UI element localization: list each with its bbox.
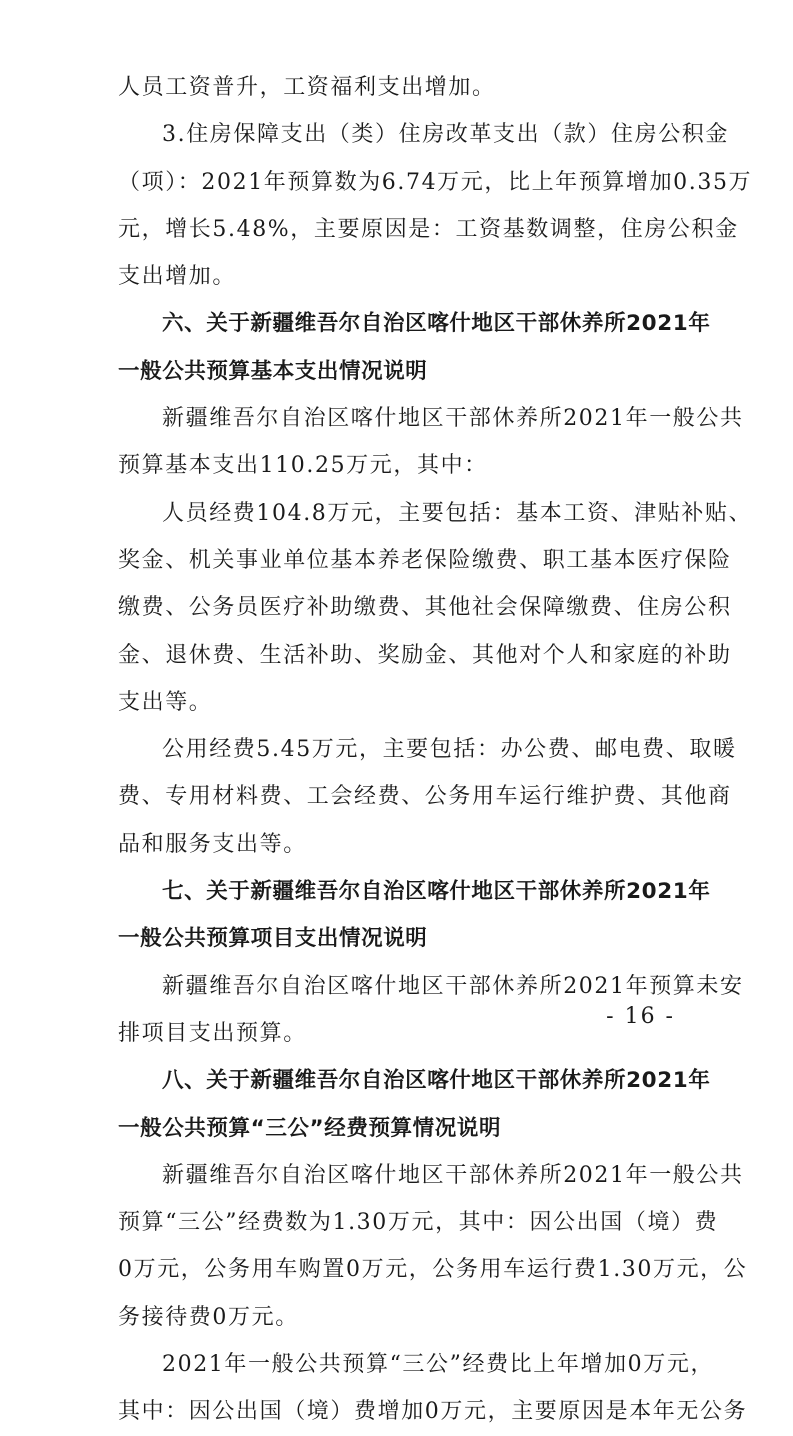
body-text-line: 其中：因公出国（境）费增加0万元，主要原因是本年无公务 [118,1399,748,1425]
document-page [118,64,753,1436]
section-heading-line: 一般公共预算基本支出情况说明 [118,358,428,384]
body-text-line: 3.住房保障支出（类）住房改革支出（款）住房公积金 [162,122,729,148]
section-heading-line: 八、关于新疆维吾尔自治区喀什地区干部休养所2021年 [162,1068,711,1094]
section-heading-line: 一般公共预算“三公”经费预算情况说明 [118,1115,502,1141]
body-text-line: 预算基本支出110.25万元，其中： [118,453,488,479]
body-text-line: 品和服务支出等。 [118,831,307,857]
body-text-line: 预算“三公”经费数为1.30万元，其中：因公出国（境）费 [118,1210,719,1236]
body-text-line: 公用经费5.45万元，主要包括：办公费、邮电费、取暖 [162,737,737,763]
body-text-line: 新疆维吾尔自治区喀什地区干部休养所2021年一般公共 [162,406,744,432]
page-number: - 16 - [606,1004,675,1029]
body-text-line: 缴费、公务员医疗补助缴费、其他社会保障缴费、住房公积 [118,595,732,621]
body-text-line: 0万元，公务用车购置0万元，公务用车运行费1.30万元，公 [118,1257,748,1283]
body-text-line: 新疆维吾尔自治区喀什地区干部休养所2021年预算未安 [162,973,744,999]
body-text-line: 人员工资普升，工资福利支出增加。 [118,75,496,100]
body-text-line: 新疆维吾尔自治区喀什地区干部休养所2021年一般公共 [162,1162,744,1188]
body-text-line: 费、专用材料费、工会经费、公务用车运行维护费、其他商 [118,784,732,810]
body-text-line: 人员经费104.8万元，主要包括：基本工资、津贴补贴、 [162,500,753,526]
body-text-line: 金、退休费、生活补助、奖励金、其他对个人和家庭的补助 [118,642,732,668]
body-text-line: （项）：2021年预算数为6.74万元，比上年预算增加0.35万 [118,169,753,195]
body-text-line: 排项目支出预算。 [118,1020,307,1046]
section-heading-line: 七、关于新疆维吾尔自治区喀什地区干部休养所2021年 [162,879,711,905]
body-text-line: 支出等。 [118,689,213,715]
body-text-line: 2021年一般公共预算“三公”经费比上年增加0万元， [162,1352,715,1378]
body-text-line: 奖金、机关事业单位基本养老保险缴费、职工基本医疗保险 [118,547,732,573]
body-text-line: 务接待费0万元。 [118,1304,299,1330]
section-heading-line: 一般公共预算项目支出情况说明 [118,926,428,952]
body-text-line: 元，增长5.48%，主要原因是：工资基数调整，住房公积金 [118,216,739,242]
body-text-line: 支出增加。 [118,264,237,290]
section-heading-line: 六、关于新疆维吾尔自治区喀什地区干部休养所2021年 [162,311,711,337]
